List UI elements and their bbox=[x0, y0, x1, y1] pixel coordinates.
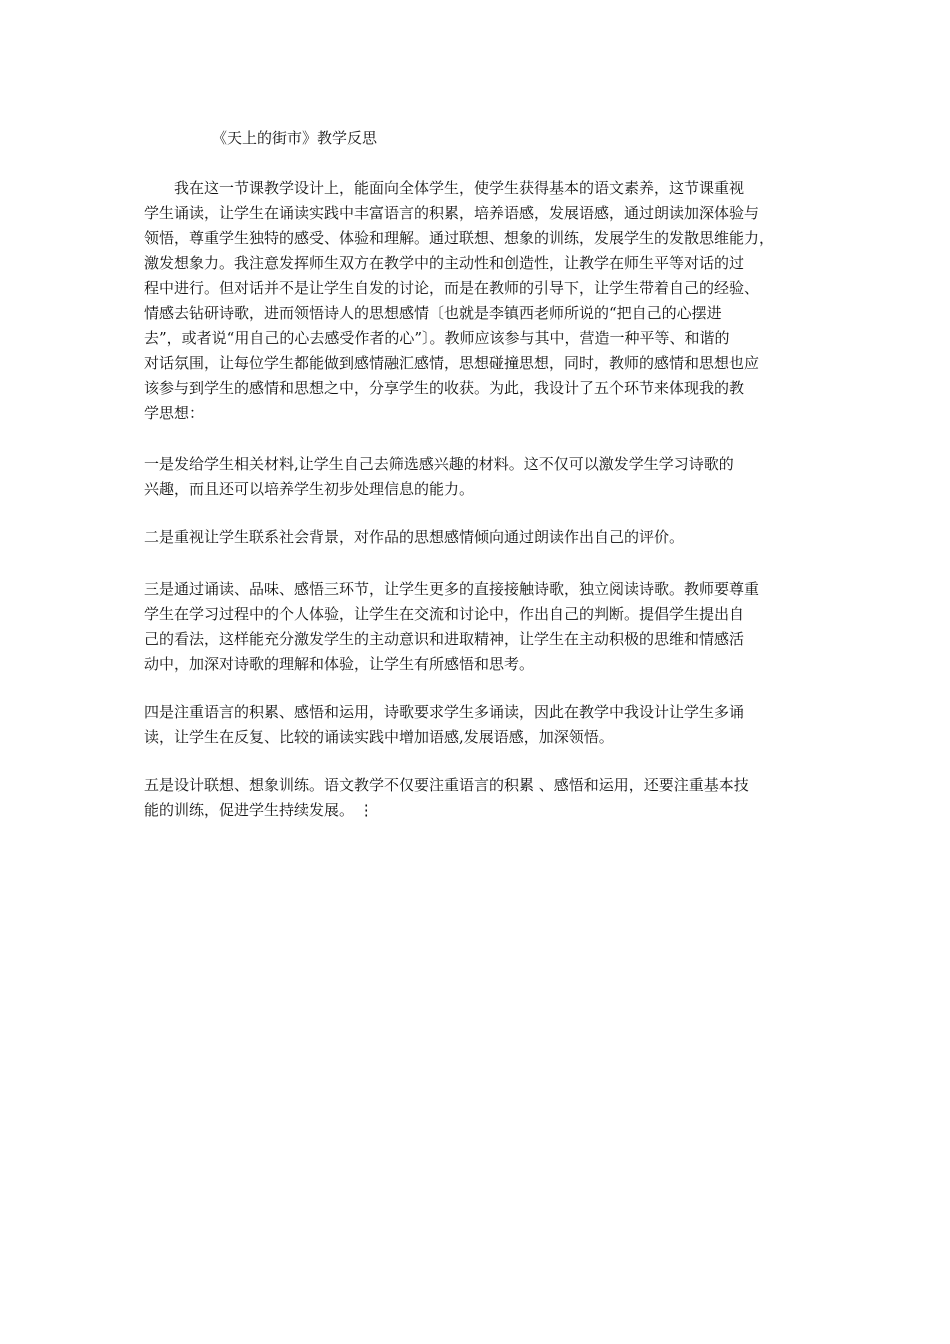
point-paragraph-5 bbox=[144, 773, 816, 823]
point-paragraph-2 bbox=[144, 525, 816, 550]
point-paragraph-1 bbox=[144, 452, 816, 502]
paragraph-line: 我在这一节课教学设计上，能面向全体学生，使学生获得基本的语文素养，这节课重视 bbox=[144, 179, 745, 197]
paragraph-line: 领悟，尊重学生独特的感受、体验和理解。通过联想、想象的训练，发展学生的发散思维能力， bbox=[144, 229, 775, 247]
paragraph-line: 三是通过诵读、品味、感悟三环节，让学生更多的直接接触诗歌，独立阅读诗歌。教师要尊重 bbox=[144, 580, 760, 598]
paragraph-line: 该参与到学生的感情和思想之中，分享学生的收获。为此，我设计了五个环节来体现我的教 bbox=[144, 379, 745, 397]
point-paragraph-3 bbox=[144, 577, 816, 677]
paragraph-line: 兴趣，而且还可以培养学生初步处理信息的能力。 bbox=[144, 480, 475, 498]
paragraph-line: 动中，加深对诗歌的理解和体验，让学生有所感悟和思考。 bbox=[144, 655, 535, 673]
paragraph-line: 己的看法，这样能充分激发学生的主动意识和进取精神，让学生在主动积极的思维和情感活 bbox=[144, 630, 745, 648]
point-paragraph-4 bbox=[144, 700, 816, 750]
paragraph-line: 一是发给学生相关材料,让学生自己去筛选感兴趣的材料。这不仅可以激发学生学习诗歌的 bbox=[144, 455, 734, 473]
paragraph-line: 二是重视让学生联系社会背景，对作品的思想感情倾向通过朗读作出自己的评价。 bbox=[144, 528, 685, 546]
paragraph-line: 程中进行。但对话并不是让学生自发的讨论，而是在教师的引导下，让学生带着自己的经验、 bbox=[144, 279, 760, 297]
paragraph-line: 读，让学生在反复、比较的诵读实践中增加语感,发展语感，加深领悟。 bbox=[144, 728, 614, 746]
intro-paragraph bbox=[144, 176, 816, 426]
paragraph-line: 学生诵读，让学生在诵读实践中丰富语言的积累，培养语感，发展语感，通过朗读加深体验与 bbox=[144, 204, 760, 222]
paragraph-line: 情感去钻研诗歌，进而领悟诗人的思想感情〔也就是李镇西老师所说的“把自己的心摆进 bbox=[144, 304, 722, 322]
document-title: 《天上的街市》教学反思 bbox=[212, 129, 378, 147]
paragraph-line: 激发想象力。我注意发挥师生双方在教学中的主动性和创造性，让教学在师生平等对话的过 bbox=[144, 254, 745, 272]
paragraph-line: 去”，或者说“用自己的心去感受作者的心”〕。教师应该参与其中，营造一种平等、和谐的 bbox=[144, 329, 730, 347]
paragraph-line: 对话氛围，让每位学生都能做到感情融汇感情，思想碰撞思想，同时，教师的感情和思想也应 bbox=[144, 354, 760, 372]
paragraph-line: 五是设计联想、想象训练。语文教学不仅要注重语言的积累 、感悟和运用，还要注重基本技 bbox=[144, 776, 749, 794]
paragraph-line: 学思想： bbox=[144, 404, 205, 422]
paragraph-line: 四是注重语言的积累、感悟和运用，诗歌要求学生多诵读，因此在教学中我设计让学生多诵 bbox=[144, 703, 745, 721]
paragraph-line: 能的训练，促进学生持续发展。 ⋮ bbox=[144, 801, 374, 819]
paragraph-line: 学生在学习过程中的个人体验，让学生在交流和讨论中，作出自己的判断。提倡学生提出自 bbox=[144, 605, 745, 623]
